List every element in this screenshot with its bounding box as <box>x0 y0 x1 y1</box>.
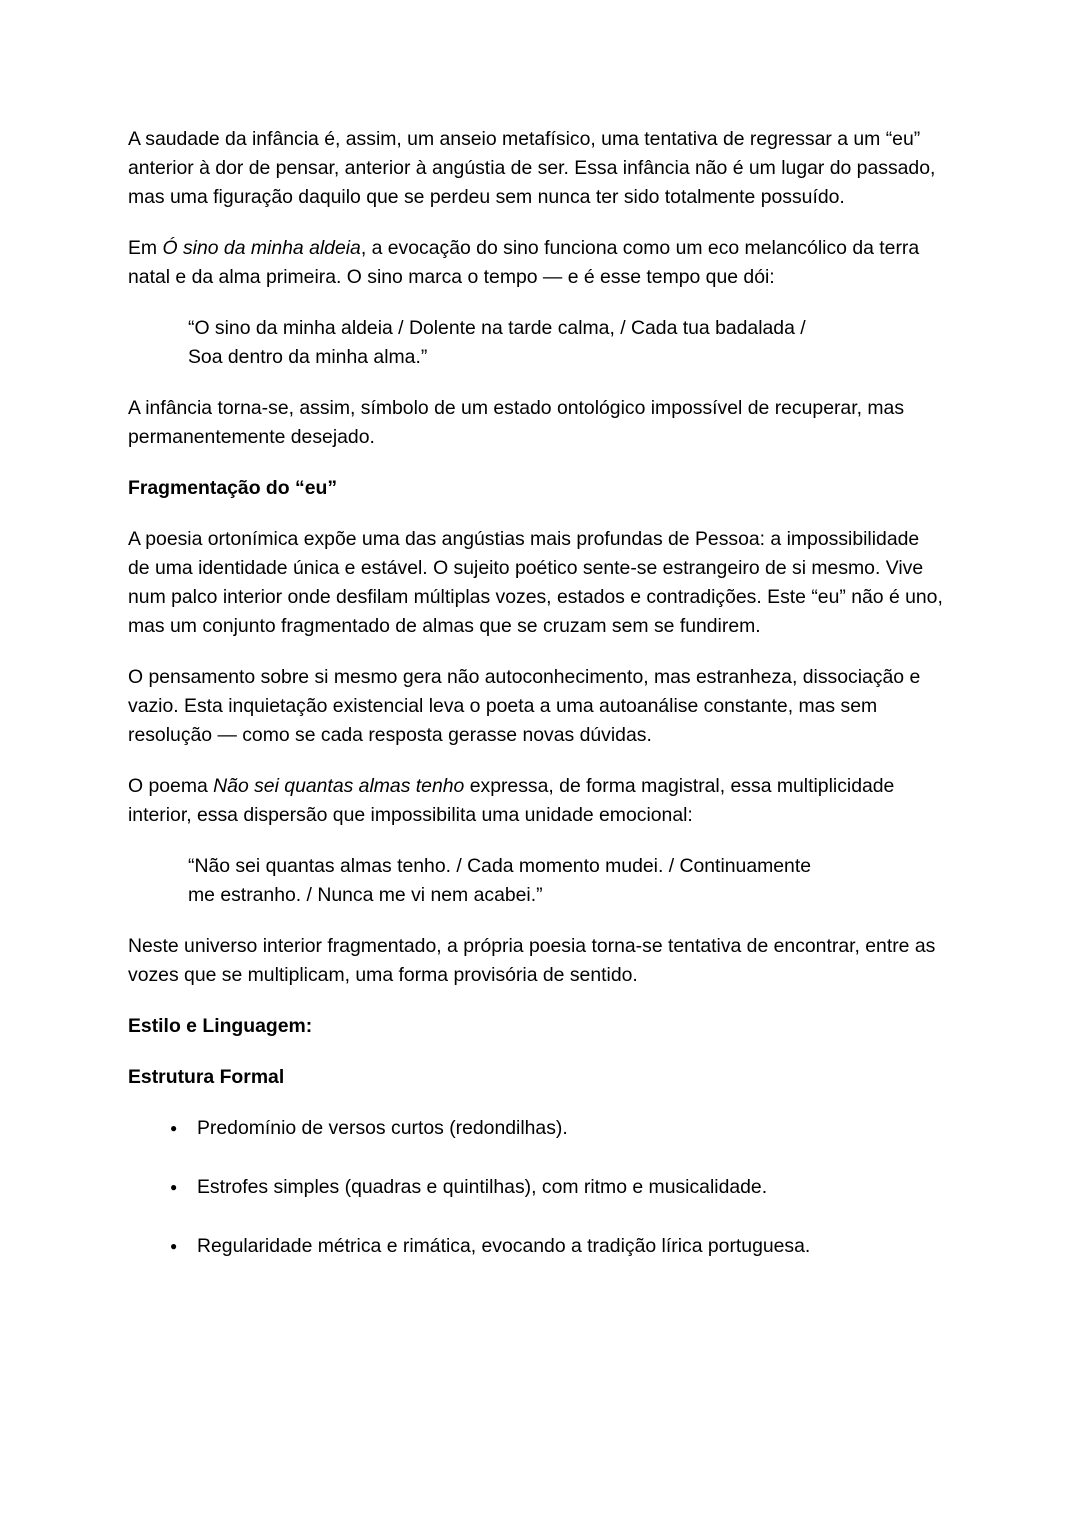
paragraph-saudade: A saudade da infância é, assim, um anseio metafísico, uma tentativa de regressar a um “eu” anterior à dor de pensar, anterior à angústia de ser. Essa infância não é um lugar do passado, mas uma figuração daquilo que se perdeu sem nunca ter sido totalmente possuído. <box>128 128 936 208</box>
list-item-text: Estrofes simples (quadras e quintilhas), com ritmo e musicalidade. <box>197 1176 768 1198</box>
quote-line: me estranho. / Nunca me vi nem acabei.” <box>188 884 543 906</box>
quote-line: “Não sei quantas almas tenho. / Cada momento mudei. / Continuamente <box>188 855 811 877</box>
heading-fragmentacao: Fragmentação do “eu” <box>128 477 338 499</box>
text-run: O poema <box>128 775 214 797</box>
poem-title-italic: Não sei quantas almas tenho <box>213 775 465 797</box>
list-item <box>128 1173 946 1202</box>
list-item-text: Predomínio de versos curtos (redondilhas). <box>197 1117 568 1139</box>
blockquote-sino <box>128 314 946 372</box>
heading-estilo: Estilo e Linguagem: <box>128 1015 313 1037</box>
paragraph-sino <box>128 234 946 292</box>
list-item-text: Regularidade métrica e rimática, evocando a tradição lírica portuguesa. <box>197 1235 811 1257</box>
quote-line: Soa dentro da minha alma.” <box>188 346 428 368</box>
bullet-icon: ● <box>170 1239 178 1253</box>
paragraph-infancia: A infância torna-se, assim, símbolo de um estado ontológico impossível de recuperar, mas permanentemente desejado. <box>128 397 905 448</box>
text-run: , a evocação do sino funciona como um eco melancólico da terra natal e da alma primeira. O sino marca o tempo — e é esse tempo que dói: <box>128 237 920 288</box>
bullet-list <box>128 1114 946 1261</box>
bullet-icon: ● <box>170 1180 178 1194</box>
list-item <box>128 1114 946 1143</box>
paragraph-pensamento: O pensamento sobre si mesmo gera não autoconhecimento, mas estranheza, dissociação e vazio. Esta inquietação existencial leva o poeta a uma autoanálise constante, mas sem resolução — como se cada resposta gerasse novas dúvidas. <box>128 666 921 746</box>
paragraph-universo: Neste universo interior fragmentado, a própria poesia torna-se tentativa de encontrar, entre as vozes que se multiplicam, uma forma provisória de sentido. <box>128 935 936 986</box>
paragraph-poema <box>128 772 946 830</box>
bullet-icon: ● <box>170 1121 178 1135</box>
blockquote-almas <box>128 852 946 910</box>
paragraph-poesia: A poesia ortonímica expõe uma das angústias mais profundas de Pessoa: a impossibilidade de uma identidade única e estável. O sujeito poético sente-se estrangeiro de si mesmo. Vive num palco interior onde desfilam múltiplas vozes, estados e contradições. Este “eu” não é uno, mas um conjunto fragmentado de almas que se cruzam sem se fundirem. <box>128 528 943 637</box>
text-run: expressa, de forma magistral, essa multiplicidade interior, essa dispersão que impossibilita uma unidade emocional: <box>128 775 895 826</box>
list-item <box>128 1232 946 1261</box>
heading-estrutura: Estrutura Formal <box>128 1066 285 1088</box>
quote-line: “O sino da minha aldeia / Dolente na tarde calma, / Cada tua badalada / <box>188 317 806 339</box>
poem-title-italic: Ó sino da minha aldeia <box>162 237 361 259</box>
text-run: Em <box>128 237 163 259</box>
